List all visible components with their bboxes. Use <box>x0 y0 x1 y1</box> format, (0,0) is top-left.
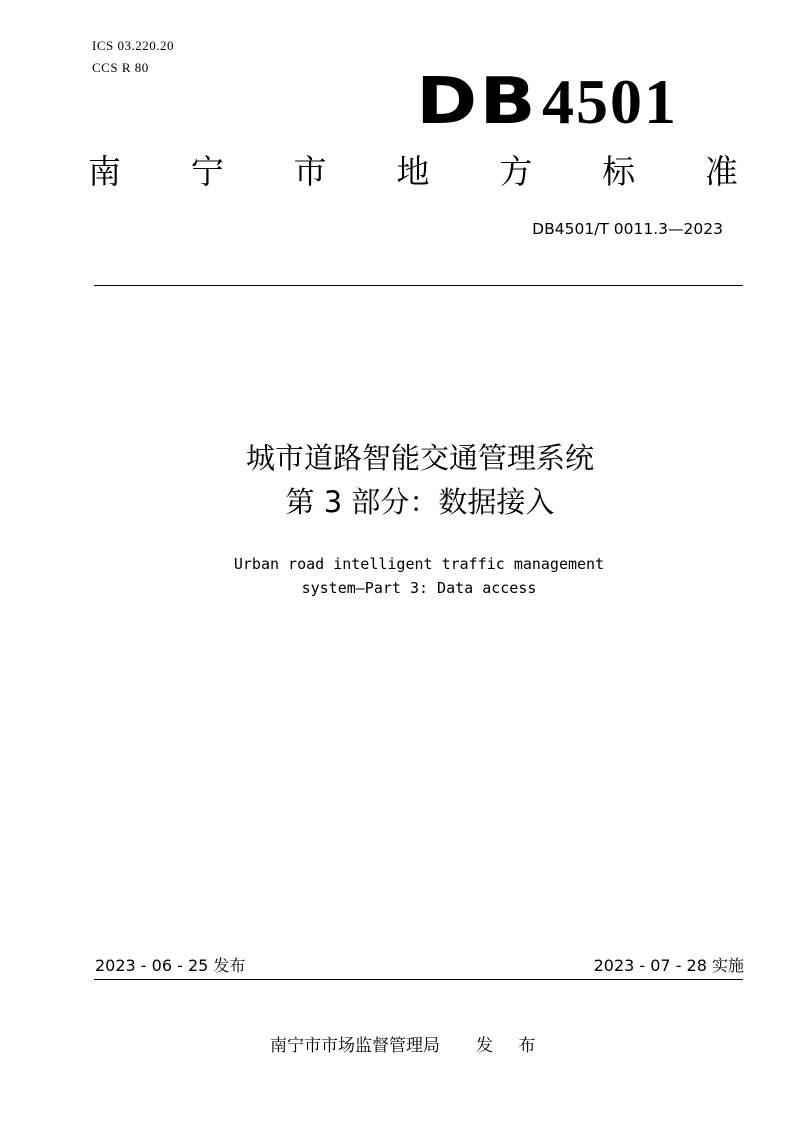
db-logo-code: 4501 <box>542 66 678 137</box>
title-english-line-1: Urban road intelligent traffic management <box>233 555 605 573</box>
bottom-divider <box>94 979 743 980</box>
standard-type-char: 地 <box>396 152 430 191</box>
ccs-code: CCS R 80 <box>92 60 149 75</box>
implementation-date: 2023 - 07 - 28 实施 <box>593 956 744 975</box>
title-chinese-line-2: 第 3 部分：数据接入 <box>285 485 555 519</box>
standard-type-char: 南 <box>88 152 121 191</box>
standard-type-char: 方 <box>499 152 533 191</box>
standard-number: DB4501/T 0011.3—2023 <box>532 220 723 238</box>
standard-type-char: 标 <box>602 152 636 191</box>
title-english-line-2: system—Part 3: Data access <box>301 579 537 597</box>
standard-type-char: 宁 <box>190 152 224 191</box>
issue-date: 2023 - 06 - 25 发布 <box>95 956 246 975</box>
db-logo <box>416 64 678 139</box>
title-chinese-line-1: 城市道路智能交通管理系统 <box>245 441 594 475</box>
issuer-line <box>270 1034 545 1058</box>
db-logo-prefix: DB <box>416 65 538 139</box>
issuer-action: 发 布 <box>476 1036 546 1056</box>
standard-type-char: 准 <box>704 152 738 191</box>
standard-type-heading <box>88 150 738 194</box>
top-divider <box>94 285 743 286</box>
ics-code: ICS 03.220.20 <box>92 38 174 53</box>
issuer-name: 南宁市市场监督管理局 <box>270 1036 440 1056</box>
standard-type-char: 市 <box>293 152 327 191</box>
